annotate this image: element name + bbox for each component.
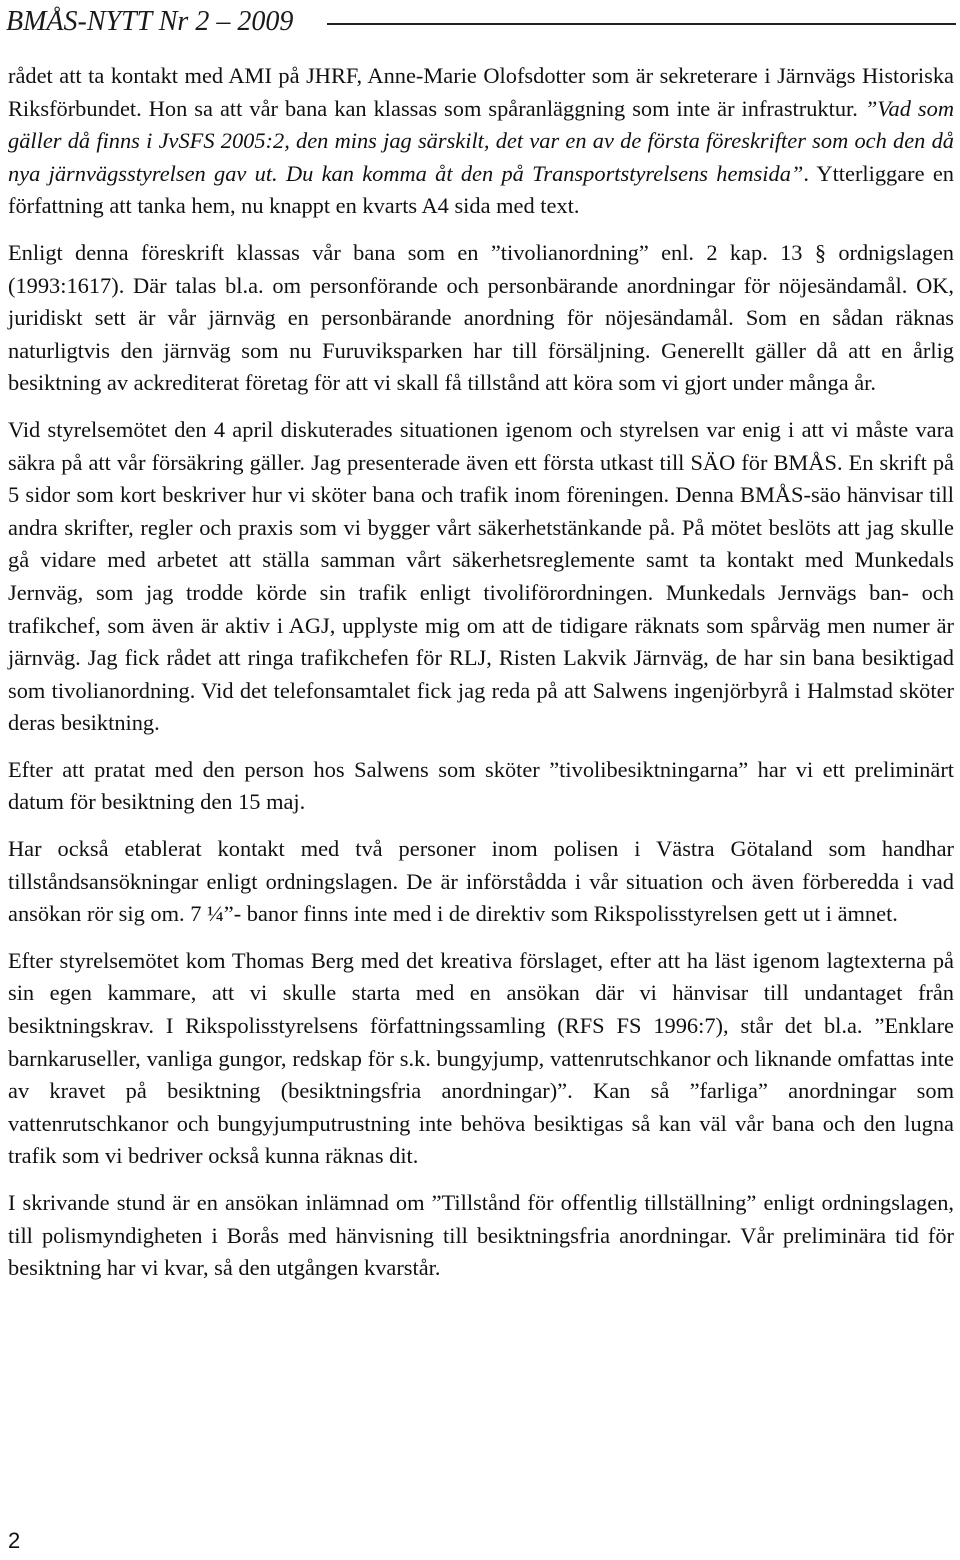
header-rule bbox=[327, 23, 956, 25]
page-header bbox=[6, 4, 956, 40]
paragraph-4: Efter att pratat med den person hos Salwens som sköter ”tivolibesiktningarna” har vi ett preliminärt datum för besiktning den 15 maj. bbox=[8, 756, 954, 815]
paragraph-6: Efter styrelsemötet kom Thomas Berg med det kreativa förslaget, efter att ha läst igenom lagtexterna på sin egen kammare, att vi skulle starta med en ansökan där vi hänvisar till undantaget från besiktningskrav. I Rikspolisstyrelsens författningssamling (RFS FS 1996:7), står det bl.a. ”Enklare barnkaruseller, vanliga gungor, redskap för s.k. bungyjump, vattenrutschkanor och liknande omfattas inte av kravet på besiktning (besiktningsfria anordningar)”. Kan så ”farliga” anordningar som vattenrutschkanor och bungyjumputrustning inte behöva besiktigas så kan väl vår bana och den lugna trafik som vi bedriver också kunna räknas dit. bbox=[8, 947, 954, 1169]
paragraph-5: Har också etablerat kontakt med två personer inom polisen i Västra Götaland som handhar tillståndsansökningar enligt ordningslagen. De är införstådda i vår situation och även förberedda i vad ansökan rör sig om. 7 ¼”- banor finns inte med i de direktiv som Rikspolisstyrelsen gett ut i ämnet. bbox=[8, 836, 954, 927]
article-body bbox=[8, 60, 954, 1299]
paragraph-1-quote: ”Vad som gäller då finns i JvSFS 2005:2, den mins jag särskilt, det var en av de första föreskrifter som och den då nya järnvägsstyrelsen gav ut. Du kan komma åt den på Transportstyrelsens hemsida” bbox=[8, 95, 954, 186]
publication-title: BMÅS-NYTT Nr 2 – 2009 bbox=[6, 6, 294, 37]
paragraph-1-text: rådet att ta kontakt med AMI på JHRF, Anne-Marie Olofsdotter som är sekreterare i Järnvägs Historiska Riksförbundet. Hon sa att vår bana kan klassas som spåranläggning som inte är infrastruktur. bbox=[8, 63, 954, 121]
paragraph-7: I skrivande stund är en ansökan inlämnad om ”Tillstånd för offentlig tillställning” enligt ordningslagen, till polismyndigheten i Borås med hänvisning till besiktningsfria anordningar. Vår preliminära tid för besiktning har vi kvar, så den utgången kvarstår. bbox=[8, 1190, 954, 1281]
page-number: 2 bbox=[8, 1528, 21, 1553]
paragraph-1 bbox=[8, 60, 954, 223]
paragraph-2: Enligt denna föreskrift klassas vår bana som en ”tivolianordning” enl. 2 kap. 13 § ordnigslagen (1993:1617). Där talas bl.a. om personförande och personbärande anordningar för nöjesändamål. OK, juridiskt sett är vår järnväg en personbärande anordning för nöjesändamål. Som en sådan räknas naturligtvis den järnväg som nu Furuviksparken har till försäljning. Generellt gäller då att en årlig besiktning av ackrediterat företag för att vi skall få tillstånd att köra som vi gjort under många år. bbox=[8, 239, 954, 396]
paragraph-3: Vid styrelsemötet den 4 april diskuterades situationen igenom och styrelsen var enig i att vi måste vara säkra på att vår försäkring gäller. Jag presenterade även ett första utkast till SÄO för BMÅS. En skrift på 5 sidor som kort beskriver hur vi sköter bana och trafik inom föreningen. Denna BMÅS-säo hänvisar till andra skrifter, regler och praxis som vi bygger vårt säkerhetstänkande på. På mötet beslöts att jag skulle gå vidare med arbetet att ställa samman vårt säkerhetsreglemente samt ta kontakt med Munkedals Jernväg, som jag trodde körde sin trafik enligt tivoliförordningen. Munkedals Jernvägs ban- och trafikchef, som även är aktiv i AGJ, upplyste mig om att de tidigare räknats som spårväg men numer är järnväg. Jag fick rådet att ringa trafikchefen för RLJ, Risten Lakvik Järnväg, de har sin bana besiktigad som tivolianordning. Vid det telefonsamtalet fick jag reda på att Salwens ingenjörbyrå i Halmstad sköter deras besiktning. bbox=[8, 416, 954, 736]
paragraph-1-text-end: . Ytterliggare en författning att tanka hem, nu knappt en kvarts A4 sida med text. bbox=[8, 160, 954, 219]
